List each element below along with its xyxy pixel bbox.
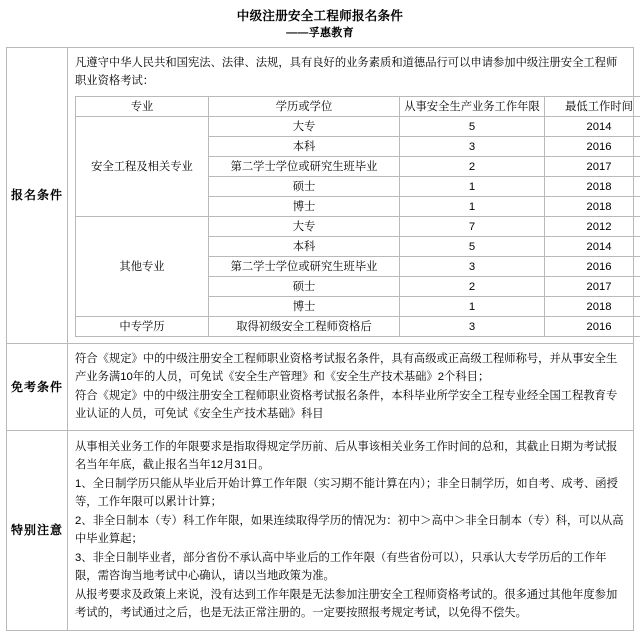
cell-date: 2018 [545,297,640,317]
cell-degree: 第二学士学位或研究生班毕业 [209,257,400,277]
notes-paragraph-1: 从事相关业务工作的年限要求是指取得规定学历前、后从事该相关业务工作时间的总和，其截止日期为考试报名当年年底，截止报名当年12月31日。 [75,441,618,471]
cell-degree: 博士 [209,297,400,317]
column-header-degree: 学历或学位 [209,97,400,117]
cell-date: 2016 [545,137,640,157]
table-row [76,117,640,137]
cell-years: 3 [400,137,545,157]
main-table [6,47,634,631]
notes-paragraph-2: 1、全日制学历只能从毕业后开始计算工作年限（实习期不能计算在内）；非全日制学历，如自考、成考、函授等，工作年限可以累计计算； [75,478,618,508]
cell-years: 5 [400,237,545,257]
table-row-exemption [7,344,634,431]
table-row [76,217,640,237]
cell-date: 2016 [545,257,640,277]
requirements-intro: 凡遵守中华人民共和国宪法、法律、法规，具有良好的业务素质和道德品行可以申请参加中级注册安全工程师职业资格考试： [75,57,618,87]
cell-years: 3 [400,317,545,337]
column-header-date: 最低工作时间 [545,97,640,117]
row-label-notes: 特别注意 [7,431,68,631]
cell-date: 2017 [545,157,640,177]
cell-degree: 大专 [209,117,400,137]
cell-degree: 大专 [209,217,400,237]
cell-date: 2016 [545,317,640,337]
cell-date: 2017 [545,277,640,297]
cell-years: 7 [400,217,545,237]
cell-years: 1 [400,197,545,217]
cell-degree: 取得初级安全工程师资格后 [209,317,400,337]
cell-degree: 本科 [209,237,400,257]
notes-paragraph-3: 2、非全日制本（专）科工作年限，如果连续取得学历的情况为：初中＞高中＞非全日制本（专）科，可以从高中毕业算起； [75,515,624,545]
requirements-content [68,48,634,344]
exemption-paragraph-1: 符合《规定》中的中级注册安全工程师职业资格考试报名条件，具有高级或正高级工程师称号，并从事安全生产业务满10年的人员，可免试《安全生产管理》和《安全生产技术基础》2个科目； [75,353,618,383]
column-header-years: 从事安全生产业务工作年限 [400,97,545,117]
notes-paragraph-4: 3、非全日制毕业者，部分省份不承认高中毕业后的工作年限（有些省份可以），只承认大专学历后的工作年限，需咨询当地考试中心确认，请以当地政策为准。 [75,552,607,582]
exemption-paragraph-2: 符合《规定》中的中级注册安全工程师职业资格考试报名条件，本科毕业所学安全工程专业经全国工程教育专业认证的人员，可免试《安全生产技术基础》科目 [75,390,618,420]
table-row-requirements [7,48,634,344]
exemption-content [68,344,634,431]
table-row-notes [7,431,634,631]
cell-degree: 第二学士学位或研究生班毕业 [209,157,400,177]
row-label-exemption: 免考条件 [7,344,68,431]
cell-degree: 硕士 [209,177,400,197]
table-row [76,317,640,337]
cell-years: 2 [400,157,545,177]
cell-years: 2 [400,277,545,297]
cell-years: 3 [400,257,545,277]
group-major-0: 安全工程及相关专业 [76,117,209,217]
cell-date: 2014 [545,117,640,137]
cell-degree: 博士 [209,197,400,217]
qualification-table [75,96,640,337]
document-header [0,0,640,47]
cell-date: 2014 [545,237,640,257]
row-label-requirements: 报名条件 [7,48,68,344]
page-subtitle: ——孚惠教育 [286,27,354,39]
cell-years: 1 [400,297,545,317]
page-title: 中级注册安全工程师报名条件 [236,9,404,23]
column-header-major: 专业 [76,97,209,117]
group-major-1: 其他专业 [76,217,209,317]
cell-degree: 本科 [209,137,400,157]
cell-years: 5 [400,117,545,137]
cell-years: 1 [400,177,545,197]
cell-date: 2012 [545,217,640,237]
qualification-table-header [76,97,640,117]
cell-date: 2018 [545,197,640,217]
notes-content [68,431,634,631]
cell-date: 2018 [545,177,640,197]
cell-degree: 硕士 [209,277,400,297]
group-major-2: 中专学历 [76,317,209,337]
notes-paragraph-5: 从报考要求及政策上来说，没有达到工作年限是无法参加注册安全工程师资格考试的。很多通过其他年度参加考试的，考试通过之后，也是无法正常注册的。一定要按照报考规定考试，以免得不偿失。 [75,589,618,619]
